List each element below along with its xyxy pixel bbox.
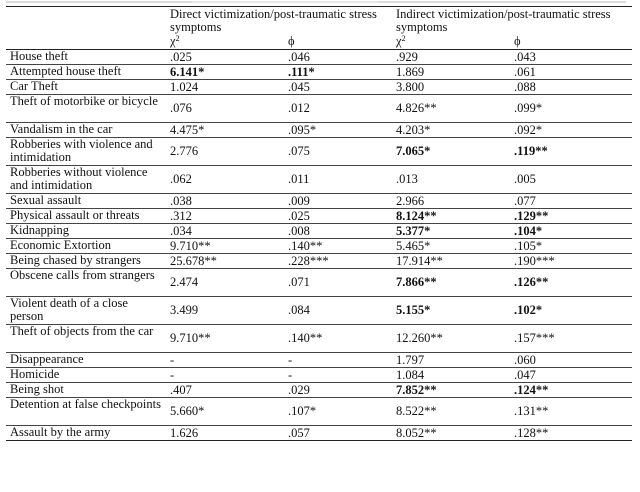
chi-direct-cell: 5.660*	[166, 398, 284, 426]
chi-direct-cell: .034	[166, 224, 284, 239]
phi-direct-cell: .228***	[284, 254, 392, 269]
chi-direct-cell: 1.626	[166, 426, 284, 441]
row-label: Theft of objects from the car	[6, 325, 166, 353]
phi-direct-cell: .009	[284, 194, 392, 209]
phi-direct-cell: .057	[284, 426, 392, 441]
phi-indirect-cell: .043	[510, 50, 632, 65]
row-label: Detention at false checkpoints	[6, 398, 166, 426]
table-row	[6, 166, 632, 194]
table-row	[6, 224, 632, 239]
chi-direct-cell: .025	[166, 50, 284, 65]
chi-direct-cell: 9.710**	[166, 325, 284, 353]
phi-indirect-cell: .061	[510, 65, 632, 80]
table-row	[6, 398, 632, 426]
chi-indirect-cell: 1.797	[392, 353, 510, 368]
phi-direct-cell: .140**	[284, 239, 392, 254]
table-row	[6, 297, 632, 325]
row-label: Robberies without violence and intimidation	[6, 166, 166, 194]
corner-cell	[6, 7, 166, 36]
chi-direct-cell: .076	[166, 95, 284, 123]
phi-direct-cell: .011	[284, 166, 392, 194]
phi-indirect-cell: .102*	[510, 297, 632, 325]
table-row	[6, 138, 632, 166]
phi-direct-cell: .045	[284, 80, 392, 95]
chi-indirect-cell: 4.203*	[392, 123, 510, 138]
table-body	[6, 50, 632, 441]
table-row	[6, 194, 632, 209]
phi-indirect-cell: .128**	[510, 426, 632, 441]
phi-direct-cell: -	[284, 353, 392, 368]
chi-direct-cell: 2.474	[166, 269, 284, 297]
chi-indirect-cell: 1.084	[392, 368, 510, 383]
chi-direct-cell: 3.499	[166, 297, 284, 325]
phi-indirect-cell: .047	[510, 368, 632, 383]
row-label: Violent death of a close person	[6, 297, 166, 325]
corner-cell	[6, 35, 166, 50]
group-header-indirect: Indirect victimization/post-traumatic stress symptoms	[392, 7, 632, 36]
phi-direct-cell: -	[284, 368, 392, 383]
phi-indirect-cell: .129**	[510, 209, 632, 224]
phi-indirect-cell: .104*	[510, 224, 632, 239]
chi-direct-cell: .062	[166, 166, 284, 194]
table-row	[6, 325, 632, 353]
phi-direct-cell: .012	[284, 95, 392, 123]
phi-indirect-cell: .088	[510, 80, 632, 95]
chi-indirect-cell: 8.052**	[392, 426, 510, 441]
table-row	[6, 65, 632, 80]
chi-indirect-cell: 7.065*	[392, 138, 510, 166]
group-header-direct: Direct victimization/post-traumatic stress symptoms	[166, 7, 392, 36]
chi-indirect-cell: .013	[392, 166, 510, 194]
table-row	[6, 353, 632, 368]
chi-indirect-cell: 4.826**	[392, 95, 510, 123]
table-row	[6, 123, 632, 138]
phi-indirect-cell: .131**	[510, 398, 632, 426]
row-label: Sexual assault	[6, 194, 166, 209]
phi-indirect-cell: .126**	[510, 269, 632, 297]
row-label: Obscene calls from strangers	[6, 269, 166, 297]
stat-header-phi-direct: ϕ	[284, 35, 392, 50]
table-row	[6, 368, 632, 383]
table-row	[6, 239, 632, 254]
row-label: Disappearance	[6, 353, 166, 368]
chi-indirect-cell: 7.852**	[392, 383, 510, 398]
table-row	[6, 426, 632, 441]
phi-direct-cell: .084	[284, 297, 392, 325]
row-label: Economic Extortion	[6, 239, 166, 254]
phi-direct-cell: .075	[284, 138, 392, 166]
phi-indirect-cell: .119**	[510, 138, 632, 166]
chi-direct-cell: -	[166, 368, 284, 383]
chi-direct-cell: 2.776	[166, 138, 284, 166]
stat-header-chi-indirect: $\chi^2$	[392, 35, 510, 50]
row-label: Attempted house theft	[6, 65, 166, 80]
stat-header-chi-direct: $\chi^2$	[166, 35, 284, 50]
row-label: House theft	[6, 50, 166, 65]
phi-direct-cell: .008	[284, 224, 392, 239]
phi-indirect-cell: .099*	[510, 95, 632, 123]
table-row	[6, 383, 632, 398]
chi-direct-cell: .038	[166, 194, 284, 209]
phi-indirect-cell: .190***	[510, 254, 632, 269]
phi-direct-cell: .046	[284, 50, 392, 65]
phi-direct-cell: .025	[284, 209, 392, 224]
chi-indirect-cell: 17.914**	[392, 254, 510, 269]
chi-indirect-cell: 3.800	[392, 80, 510, 95]
row-label: Vandalism in the car	[6, 123, 166, 138]
phi-direct-cell: .029	[284, 383, 392, 398]
chi-indirect-cell: 5.155*	[392, 297, 510, 325]
table-row	[6, 50, 632, 65]
phi-indirect-cell: .092*	[510, 123, 632, 138]
table-row	[6, 80, 632, 95]
chi-indirect-cell: 12.260**	[392, 325, 510, 353]
phi-indirect-cell: .005	[510, 166, 632, 194]
chi-direct-cell: 6.141*	[166, 65, 284, 80]
row-label: Being shot	[6, 383, 166, 398]
phi-direct-cell: .140**	[284, 325, 392, 353]
chi-indirect-cell: .929	[392, 50, 510, 65]
chi-direct-cell: .312	[166, 209, 284, 224]
chi-indirect-cell: 7.866**	[392, 269, 510, 297]
chi-direct-cell: 25.678**	[166, 254, 284, 269]
chi-direct-cell: .407	[166, 383, 284, 398]
chi-indirect-cell: 5.377*	[392, 224, 510, 239]
row-label: Assault by the army	[6, 426, 166, 441]
row-label: Being chased by strangers	[6, 254, 166, 269]
phi-direct-cell: .107*	[284, 398, 392, 426]
phi-indirect-cell: .124**	[510, 383, 632, 398]
row-label: Robberies with violence and intimidation	[6, 138, 166, 166]
table-row	[6, 269, 632, 297]
row-label: Homicide	[6, 368, 166, 383]
cropped-caption-remnant	[6, 0, 632, 4]
row-label: Physical assault or threats	[6, 209, 166, 224]
phi-indirect-cell: .060	[510, 353, 632, 368]
chi-indirect-cell: 2.966	[392, 194, 510, 209]
results-table	[6, 6, 632, 441]
chi-indirect-cell: 8.124**	[392, 209, 510, 224]
chi-direct-cell: -	[166, 353, 284, 368]
chi-direct-cell: 4.475*	[166, 123, 284, 138]
chi-direct-cell: 9.710**	[166, 239, 284, 254]
chi-indirect-cell: 8.522**	[392, 398, 510, 426]
table-row	[6, 254, 632, 269]
chi-direct-cell: 1.024	[166, 80, 284, 95]
chi-indirect-cell: 5.465*	[392, 239, 510, 254]
row-label: Car Theft	[6, 80, 166, 95]
stat-header-phi-indirect: ϕ	[510, 35, 632, 50]
row-label: Kidnapping	[6, 224, 166, 239]
chi-indirect-cell: 1.869	[392, 65, 510, 80]
phi-indirect-cell: .157***	[510, 325, 632, 353]
phi-direct-cell: .111*	[284, 65, 392, 80]
table-row	[6, 209, 632, 224]
row-label: Theft of motorbike or bicycle	[6, 95, 166, 123]
phi-indirect-cell: .105*	[510, 239, 632, 254]
phi-direct-cell: .071	[284, 269, 392, 297]
table-row	[6, 95, 632, 123]
phi-indirect-cell: .077	[510, 194, 632, 209]
group-header-row	[6, 7, 632, 36]
stat-header-row	[6, 35, 632, 50]
phi-direct-cell: .095*	[284, 123, 392, 138]
